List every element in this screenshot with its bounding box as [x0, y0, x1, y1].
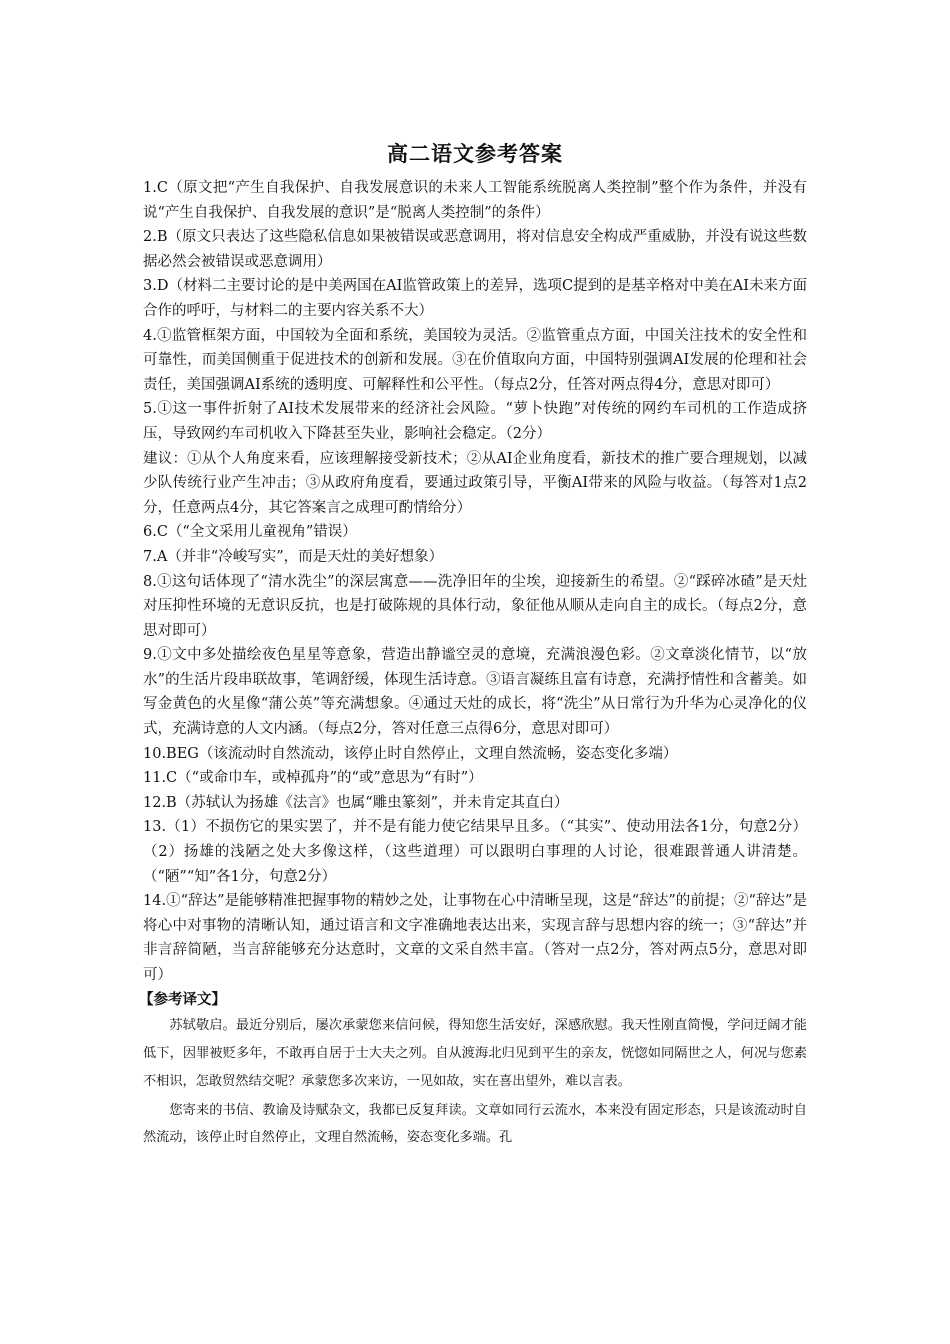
answer-item: 14.①“辞达”是能够精准把握事物的精妙之处，让事物在心中清晰呈现，这是“辞达”的前提；②“辞达”是将心中对事物的清晰认知，通过语言和文字准确地表达出来，实现言辞与思想内容的统一；③“辞达”并非言辞简陋，当言辞能够充分达意时，文章的文采自然丰富。（答对一点2分，答对两点5分，意思对即可）	[143, 893, 807, 983]
answer-item: 11.C（“或命巾车，或棹孤舟”的“或”意思为“有时”）	[143, 770, 483, 787]
answer-item: 9.①文中多处描绘夜色星星等意象，营造出静谧空灵的意境，充满浪漫色彩。②文章淡化情节，以“放水”的生活片段串联故事，笔调舒缓，体现生活诗意。③语言凝练且富有诗意，充满抒情性和含蓄美。如写金黄色的火星像“蒲公英”等充满想象。④通过天灶的成长，将“洗尘”从日常行为升华为心灵净化的仪式，充满诗意的人文内涵。（每点2分，答对任意三点得6分，意思对即可）	[143, 647, 807, 738]
answer-item: 8.①这句话体现了“清水洗尘”的深层寓意——洗净旧年的尘埃，迎接新生的希望。②“踩碎冰碴”是天灶对压抑性环境的无意识反抗，也是打破陈规的具体行动，象征他从顺从走向自主的成长。（每点2分，意思对即可）	[143, 573, 807, 639]
translation-heading: 【参考译文】	[139, 990, 226, 1008]
answer-item: 建议：①从个人角度来看，应该理解接受新技术；②从AI企业角度看，新技术的推广要合理规划，以减少队传统行业产生冲击；③从政府角度看，要通过政策引导，平衡AI带来的风险与收益。（每答对1点2分，任意两点4分，其它答案言之成理可酌情给分）	[143, 450, 807, 516]
answer-item: 5.①这一事件折射了AI技术发展带来的经济社会风险。“萝卜快跑”对传统的网约车司机的工作造成挤压，导致网约车司机收入下降甚至失业，影响社会稳定。（2分）	[143, 401, 807, 442]
translation-paragraph: 苏轼敬启。最近分别后，屡次承蒙您来信问候，得知您生活安好，深感欣慰。我天性刚直简慢，学问迂阔才能低下，因罪被贬多年，不敢再自居于士大夫之列。自从渡海北归见到平生的亲友，恍惚如同隔世之人，何况与您素不相识，怎敢贸然结交呢？承蒙您多次来访，一见如故，实在喜出望外，难以言表。	[143, 1018, 807, 1089]
answer-item: 13.（1）不损伤它的果实罢了，并不是有能力使它结果早且多。（“其实”、使动用法各1分，句意2分）（2）扬雄的浅陋之处大多像这样，（这些道理）可以跟明白事理的人讨论，很难跟普通人讲清楚。（“陋”“知”各1分，句意2分）	[143, 819, 807, 885]
answer-item: 10.BEG（该流动时自然流动，该停止时自然停止，文理自然流畅，姿态变化多端）	[143, 745, 678, 762]
page-title: 高二语文参考答案	[387, 142, 563, 166]
answer-item: 1.C（原文把“产生自我保护、自我发展意识的未来人工智能系统脱离人类控制”整个作为条件，并没有说“产生自我保护、自我发展的意识”是“脱离人类控制”的条件）	[143, 180, 807, 221]
answer-item: 6.C（“全文采用儿童视角”错误）	[143, 524, 357, 541]
answer-item: 4.①监管框架方面，中国较为全面和系统，美国较为灵活。②监管重点方面，中国关注技术的安全性和可靠性，而美国侧重于促进技术的创新和发展。③在价值取向方面，中国特别强调AI发展的伦理和社会责任，美国强调AI系统的透明度、可解释性和公平性。（每点2分，任答对两点得4分，意思对即可）	[143, 327, 807, 393]
answer-item: 7.A（并非“冷峻写实”，而是天灶的美好想象）	[143, 548, 444, 565]
translation-paragraph: 您寄来的书信、教谕及诗赋杂文，我都已反复拜读。文章如同行云流水，本来没有固定形态，只是该流动时自然流动，该停止时自然停止，文理自然流畅，姿态变化多端。孔	[143, 1102, 807, 1146]
answer-item: 12.B（苏轼认为扬雄《法言》也属“雕虫篆刻”，并未肯定其直白）	[143, 794, 569, 811]
answer-body	[139, 176, 807, 1152]
answer-item: 2.B（原文只表达了这些隐私信息如果被错误或恶意调用，将对信息安全构成严重威胁，并没有说这些数据必然会被错误或恶意调用）	[143, 229, 807, 270]
answer-item: 3.D（材料二主要讨论的是中美两国在AI监管政策上的差异，选项C提到的是基辛格对中美在AI未来方面合作的呼吁，与材料二的主要内容关系不大）	[143, 278, 807, 319]
